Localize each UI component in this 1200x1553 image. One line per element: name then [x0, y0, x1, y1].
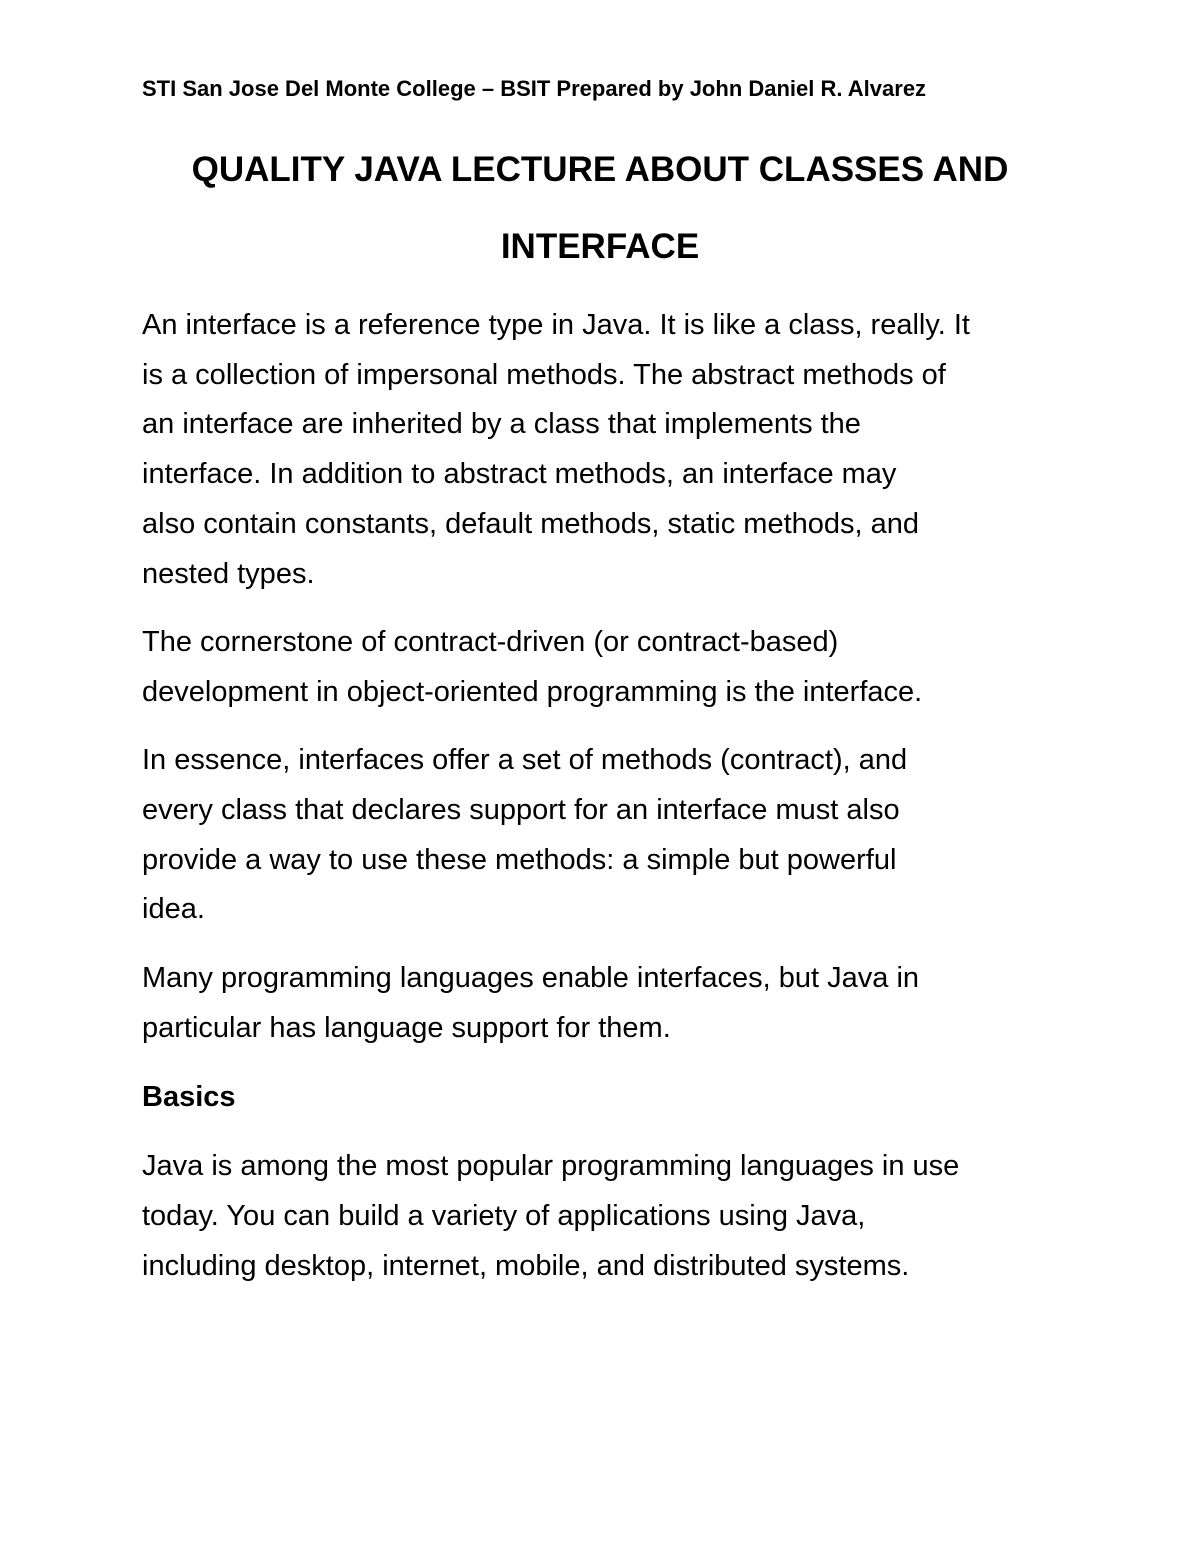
paragraph-2-line-1: The cornerstone of contract-driven (or contract-based) [142, 626, 839, 658]
paragraph-3-line-2: every class that declares support for an interface must also [142, 794, 900, 826]
paragraph-4-line-1: Many programming languages enable interfaces, but Java in [142, 962, 920, 994]
section-paragraph-line-2: today. You can build a variety of applications using Java, [142, 1200, 866, 1232]
paragraph-1-line-6: nested types. [142, 558, 315, 590]
paragraph-3-line-3: provide a way to use these methods: a simple but powerful [142, 844, 897, 876]
paragraph-1-line-2: is a collection of impersonal methods. The abstract methods of [142, 359, 946, 391]
paragraph-1-line-4: interface. In addition to abstract methods, an interface may [142, 458, 897, 490]
paragraph-1-line-3: an interface are inherited by a class that implements the [142, 408, 861, 440]
paragraph-3-line-4: idea. [142, 893, 205, 925]
paragraph-4-line-2: particular has language support for them. [142, 1012, 671, 1044]
page-header: STI San Jose Del Monte College – BSIT Prepared by John Daniel R. Alvarez [142, 76, 927, 101]
paragraph-1-line-1: An interface is a reference type in Java. It is like a class, really. It [142, 309, 970, 341]
section-paragraph-line-1: Java is among the most popular programming languages in use [142, 1150, 960, 1182]
paragraph-2-line-2: development in object-oriented programming is the interface. [142, 676, 923, 708]
paragraph-1-line-5: also contain constants, default methods, static methods, and [142, 508, 920, 540]
document-title-line-1: QUALITY JAVA LECTURE ABOUT CLASSES AND [191, 150, 1009, 189]
section-heading-basics: Basics [142, 1081, 236, 1113]
section-paragraph-line-3: including desktop, internet, mobile, and distributed systems. [142, 1250, 910, 1282]
paragraph-3-line-1: In essence, interfaces offer a set of methods (contract), and [142, 744, 908, 776]
document-title-line-2: INTERFACE [500, 227, 700, 266]
